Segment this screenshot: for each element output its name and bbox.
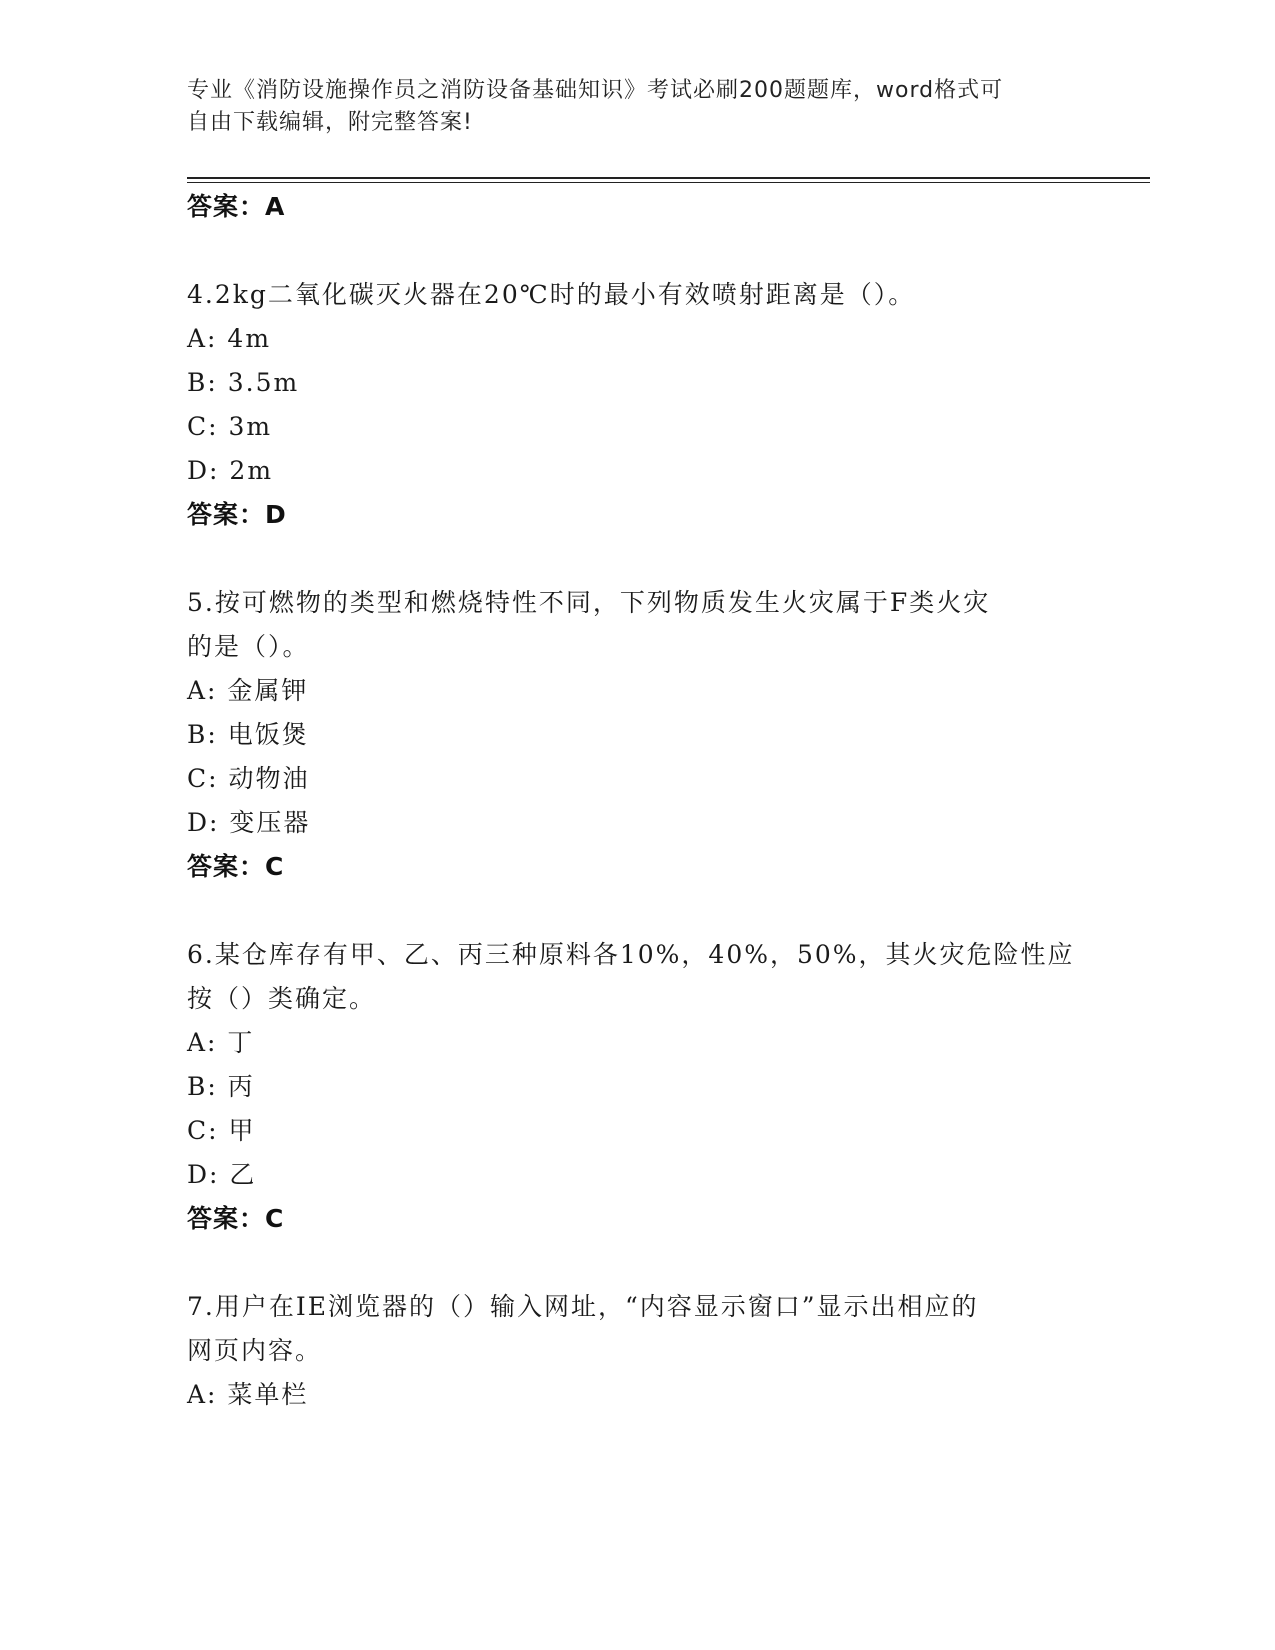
question-4-option-c: C: 3m (187, 412, 273, 441)
header-line-1: 专业《消防设施操作员之消防设备基础知识》考试必刷200题题库，word格式可 (187, 78, 1004, 103)
header-divider-thick (187, 177, 1150, 179)
question-5-stem-line-2: 的是（）。 (187, 632, 310, 661)
question-5-answer: 答案：C (187, 852, 285, 881)
document-header (187, 75, 1087, 139)
question-6-stem-line-1: 6.某仓库存有甲、乙、丙三种原料各10%，40%，50%，其火灾危险性应 (187, 940, 1075, 969)
question-4-stem: 4.2kg二氧化碳灭火器在20℃时的最小有效喷射距离是（）。 (187, 280, 916, 309)
question-6-option-a: A: 丁 (187, 1028, 255, 1057)
question-4-answer: 答案：D (187, 500, 287, 529)
question-7-option-a: A: 菜单栏 (187, 1380, 309, 1409)
question-4-option-a: A: 4m (187, 324, 272, 353)
question-4-option-d: D: 2m (187, 456, 274, 485)
question-7-stem-line-1: 7.用户在IE浏览器的（）输入网址，“内容显示窗口”显示出相应的 (187, 1292, 979, 1321)
question-6-stem-line-2: 按（）类确定。 (187, 984, 377, 1013)
question-7-stem-line-2: 网页内容。 (187, 1336, 323, 1365)
question-5-option-d: D: 变压器 (187, 808, 311, 837)
question-6-option-c: C: 甲 (187, 1116, 256, 1145)
question-5-option-b: B: 电饭煲 (187, 720, 309, 749)
previous-answer: 答案：A (187, 192, 286, 221)
header-line-2: 自由下载编辑，附完整答案! (187, 110, 473, 135)
question-5-stem-line-1: 5.按可燃物的类型和燃烧特性不同，下列物质发生火灾属于F类火灾 (187, 588, 991, 617)
header-divider-thin (187, 182, 1150, 183)
question-4-option-b: B: 3.5m (187, 368, 300, 397)
question-6-option-d: D: 乙 (187, 1160, 257, 1189)
question-6-answer: 答案：C (187, 1204, 285, 1233)
question-6-option-b: B: 丙 (187, 1072, 255, 1101)
question-5-option-a: A: 金属钾 (187, 676, 309, 705)
question-5-option-c: C: 动物油 (187, 764, 310, 793)
